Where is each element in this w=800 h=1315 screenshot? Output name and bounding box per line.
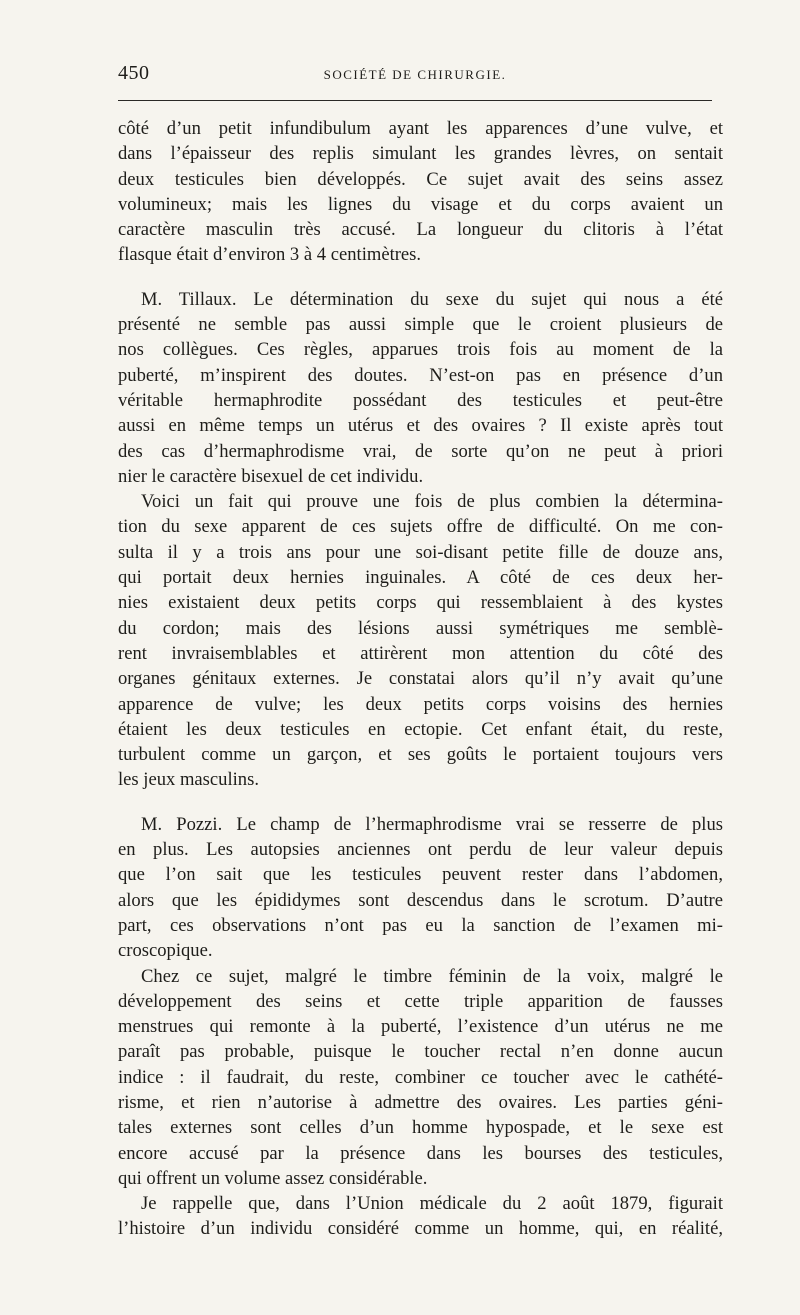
running-title: SOCIÉTÉ DE CHIRURGIE.: [323, 67, 507, 82]
text-line: paraît pas probable, puisque le toucher rectal n’en donne aucun: [118, 1041, 723, 1063]
text-line: aussi en même temps un utérus et des ovaires ? Il existe après tout: [118, 415, 723, 437]
text-line: nos collègues. Ces règles, apparues trois fois au moment de la: [118, 339, 723, 361]
text-line: apparence de vulve; les deux petits corps voisins des hernies: [118, 693, 723, 715]
text-line: véritable hermaphrodite possédant des testicules et peut-être: [118, 389, 723, 411]
text-line: des cas d’hermaphrodisme vrai, de sorte qu’on ne peut à priori: [118, 440, 723, 462]
text-line: flasque était d’environ 3 à 4 centimètres.: [118, 244, 422, 266]
paragraph-continuation: [118, 116, 723, 268]
body-text: [118, 116, 723, 1242]
page-number: 450: [118, 62, 150, 84]
text-line: menstrues qui remonte à la puberté, l’existence d’un utérus ne me: [118, 1016, 723, 1038]
text-line: nies existaient deux petits corps qui ressemblaient à des kystes: [118, 592, 723, 614]
text-line: l’histoire d’un individu considéré comme un homme, qui, en réalité,: [118, 1218, 723, 1240]
text-line: organes génitaux externes. Je constatai alors qu’il n’y avait qu’une: [118, 668, 723, 690]
text-line: deux testicules bien développés. Ce sujet avait des seins assez: [118, 168, 723, 190]
text-line: part, ces observations n’ont pas eu la sanction de l’examen mi-: [118, 914, 723, 936]
text-line: tales externes sont celles d’un homme hypospade, et le sexe est: [118, 1117, 723, 1139]
text-line: nier le caractère bisexuel de cet individu.: [118, 465, 424, 487]
text-line: turbulent comme un garçon, et ses goûts le portaient toujours vers: [118, 744, 723, 766]
text-line: dans l’épaisseur des replis simulant les grandes lèvres, on sentait: [118, 143, 723, 165]
text-line: alors que les épididymes sont descendus dans le scrotum. D’autre: [118, 889, 723, 911]
text-line: Je rappelle que, dans l’Union médicale du 2 août 1879, figurait: [141, 1193, 723, 1215]
text-line: les jeux masculins.: [118, 769, 259, 791]
text-line: que l’on sait que les testicules peuvent rester dans l’abdomen,: [118, 864, 723, 886]
text-line: rent invraisemblables et attirèrent mon attention du côté des: [118, 642, 723, 664]
text-line: Chez ce sujet, malgré le timbre féminin de la voix, malgré le: [141, 965, 723, 987]
text-line: en plus. Les autopsies anciennes ont perdu de leur valeur depuis: [118, 839, 723, 861]
paragraph-tillaux: [118, 287, 723, 793]
text-line: M. Pozzi. Le champ de l’hermaphrodisme vrai se resserre de plus: [141, 813, 723, 835]
text-line: qui offrent un volume assez considérable.: [118, 1167, 428, 1189]
text-line: Voici un fait qui prouve une fois de plus combien la détermina-: [141, 491, 723, 513]
text-line: caractère masculin très accusé. La longueur du clitoris à l’état: [118, 219, 723, 241]
text-line: du cordon; mais des lésions aussi symétriques me semblè-: [118, 617, 723, 639]
text-line: risme, et rien n’autorise à admettre des ovaires. Les parties géni-: [118, 1091, 723, 1113]
text-line: volumineux; mais les lignes du visage et du corps avaient un: [118, 193, 723, 215]
text-line: présenté ne semble pas aussi simple que le croient plusieurs de: [118, 314, 723, 336]
text-line: croscopique.: [118, 940, 213, 962]
text-line: développement des seins et cette triple apparition de fausses: [118, 990, 723, 1012]
text-line: puberté, m’inspirent des doutes. N’est-on pas en présence d’un: [118, 364, 723, 386]
text-line: M. Tillaux. Le détermination du sexe du sujet qui nous a été: [141, 288, 723, 310]
text-line: côté d’un petit infundibulum ayant les apparences d’une vulve, et: [118, 118, 723, 139]
page-header: [118, 62, 712, 92]
paragraph-gap: [118, 268, 723, 287]
text-line: étaient les deux testicules en ectopie. Cet enfant était, du reste,: [118, 718, 723, 740]
paragraph-pozzi: [118, 812, 723, 1242]
text-line: tion du sexe apparent de ces sujets offre de difficulté. On me con-: [118, 516, 723, 538]
header-rule: [118, 100, 712, 101]
text-line: sulta il y a trois ans pour une soi-disant petite fille de douze ans,: [118, 541, 723, 563]
text-line: qui portait deux hernies inguinales. A côté de ces deux her-: [118, 567, 723, 589]
text-line: encore accusé par la présence dans les bourses des testicules,: [118, 1142, 723, 1164]
text-line: indice : il faudrait, du reste, combiner ce toucher avec le cathété-: [118, 1066, 723, 1088]
paragraph-gap: [118, 793, 723, 812]
